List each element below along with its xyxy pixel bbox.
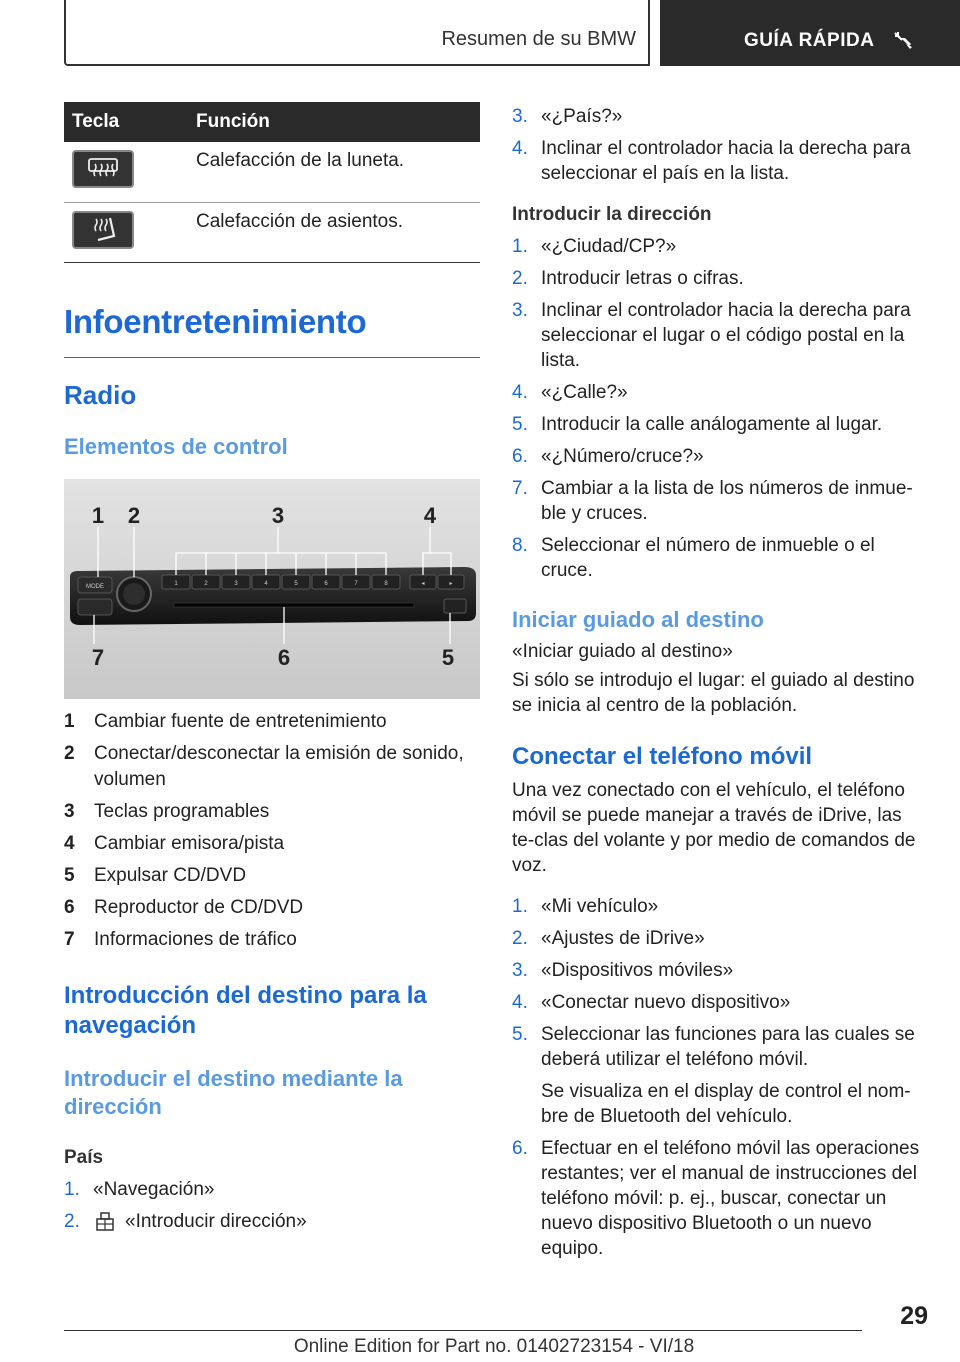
preset-button-label: 6 — [324, 580, 328, 587]
list-item: 1 Cambiar fuente de entretenimiento — [64, 710, 387, 732]
radio-controls-photo — [64, 479, 480, 699]
table-header-function: Función — [188, 102, 480, 142]
list-item: 1. «Mi vehículo» — [512, 896, 659, 917]
seat-heating-icon — [72, 211, 134, 249]
heading-guidance: Iniciar guiado al destino — [512, 607, 764, 632]
preset-button-label: 4 — [264, 580, 268, 587]
list-item: 3. «¿País?» — [512, 106, 623, 127]
list-item: 4. «Conectar nuevo dispositivo» — [512, 992, 791, 1013]
controls-legend — [64, 709, 480, 953]
callout-6: 6 — [277, 644, 291, 670]
address-steps — [512, 234, 928, 583]
list-item: 5 Expulsar CD/DVD — [64, 864, 247, 886]
heading-navigation: Introducción del destino para la navegación — [64, 981, 427, 1039]
country-steps — [64, 1177, 480, 1234]
list-item: 2 Conectar/desconectar la emisión de sonido, volumen — [64, 742, 464, 790]
footer-divider — [64, 1330, 862, 1331]
list-item: 6 Reproductor de CD/DVD — [64, 896, 304, 918]
heading-radio: Radio — [64, 379, 137, 410]
list-item: 3 Teclas programables — [64, 800, 270, 822]
preset-button-label: 8 — [384, 580, 388, 587]
list-item: 5. Seleccionar las funciones para las cuales se deberá utilizar el teléfono móvil. — [512, 1024, 915, 1070]
list-item: 7 Informaciones de tráfico — [64, 928, 297, 950]
preset-button-label: 3 — [234, 580, 238, 587]
list-item: 5. Introducir la calle análogamente al lugar. — [512, 414, 883, 435]
list-item: 6. «¿Número/cruce?» — [512, 446, 704, 467]
table-row — [64, 142, 480, 202]
list-item-note: Se visualiza en el display de control el nom-bre de Bluetooth del vehículo. — [541, 1081, 911, 1127]
table-cell-text: Calefacción de la luneta. — [188, 142, 480, 202]
section-heading-infotainment: Infoentretenimiento — [64, 303, 480, 358]
callout-3: 3 — [271, 502, 285, 528]
heading-address-entry: Introducir el destino mediante la dirección — [64, 1065, 403, 1119]
list-item: 3. «Dispositivos móviles» — [512, 960, 734, 981]
list-item: 1. «¿Ciudad/CP?» — [512, 236, 677, 257]
list-item: 1. «Navegación» — [64, 1178, 215, 1200]
section-tab[interactable] — [64, 0, 650, 66]
preset-button-label: 1 — [174, 580, 178, 587]
chapter-title: GUÍA RÁPIDA — [744, 30, 875, 51]
guidance-menu-item[interactable]: «Iniciar guiado al destino» — [512, 641, 733, 662]
heading-phone: Conectar el teléfono móvil — [512, 743, 813, 770]
key-function-table — [64, 102, 480, 263]
page-number: 29 — [900, 1302, 928, 1330]
callout-5: 5 — [441, 644, 455, 670]
preset-button-label: 2 — [204, 580, 208, 587]
phone-steps — [512, 894, 928, 1261]
heading-controls: Elementos de control — [64, 433, 288, 459]
list-item: 8. Seleccionar el número de inmueble o el cruce. — [512, 535, 875, 581]
chapter-tab[interactable] — [660, 0, 960, 66]
rear-window-heating-icon — [72, 150, 134, 188]
table-header-key: Tecla — [64, 102, 188, 142]
list-item: 7. Cambiar a la lista de los números de inmue-ble y cruces. — [512, 478, 913, 524]
callout-2: 2 — [127, 502, 141, 528]
phone-intro: Una vez conectado con el vehículo, el teléfono móvil se puede manejar a través de iDrive, las te-clas del volante y por medio de comandos de voz. — [512, 780, 916, 876]
section-title: Resumen de su BMW — [441, 28, 636, 50]
table-row — [64, 202, 480, 262]
list-item: 4 Cambiar emisora/pista — [64, 832, 285, 854]
track-forward-label: ▸ — [449, 580, 453, 587]
address-book-icon — [93, 1209, 117, 1233]
list-item: 4. «¿Calle?» — [512, 382, 628, 403]
heading-country: País — [64, 1146, 104, 1168]
callout-1: 1 — [91, 502, 105, 528]
right-column — [512, 102, 928, 1268]
left-column — [64, 102, 480, 1241]
callout-7: 7 — [91, 644, 105, 670]
page-header — [64, 0, 960, 66]
preset-button-label: 5 — [294, 580, 298, 587]
preset-button-label: 7 — [354, 580, 358, 587]
list-item: 2. Introducir letras o cifras. — [512, 268, 744, 289]
country-steps-cont — [512, 104, 928, 186]
list-item: 4. Inclinar el controlador hacia la derecha para seleccionar el país en la lista. — [512, 138, 911, 184]
list-item: 2. «Ajustes de iDrive» — [512, 928, 705, 949]
heading-address: Introducir la dirección — [512, 204, 712, 225]
footer-edition: Online Edition for Part no. 01402723154 - VI/18 — [293, 1336, 695, 1357]
mode-button-label: MODE — [86, 583, 104, 590]
list-item: 2. «Introducir dirección» — [64, 1210, 307, 1232]
list-item: 6. Efectuar en el teléfono móvil las operaciones restantes; ver el manual de instrucciones del teléfono móvil: p. ej., buscar, conectar un nuevo dispositivo Bluetooth o un nuevo equipo. — [512, 1138, 920, 1259]
callout-4: 4 — [423, 502, 437, 528]
table-cell-text: Calefacción de asientos. — [188, 202, 480, 262]
track-back-label: ◂ — [421, 580, 425, 587]
guidance-text: Si sólo se introdujo el lugar: el guiado al destino se inicia al centro de la población. — [512, 670, 915, 716]
list-item: 3. Inclinar el controlador hacia la derecha para seleccionar el lugar o el código postal en la lista. — [512, 300, 911, 371]
hand-pointer-icon — [892, 29, 914, 51]
